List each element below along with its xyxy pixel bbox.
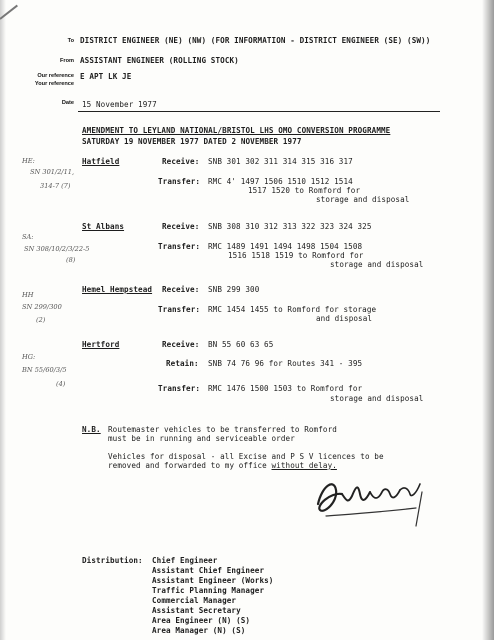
distribution-item: Assistant Chief Engineer bbox=[152, 566, 265, 575]
distribution-item: Area Manager (N) (S) bbox=[152, 626, 246, 635]
retain-vehicles: SNB 74 76 96 for Routes 341 - 395 bbox=[208, 359, 363, 368]
handwritten-signature bbox=[312, 470, 432, 530]
distribution-label: Distribution: bbox=[82, 556, 143, 565]
retain-label: Retain: bbox=[166, 359, 199, 368]
subject-line-1: AMENDMENT TO LEYLAND NATIONAL/BRISTOL LHS OMO CONVERSION PROGRAMME bbox=[82, 126, 391, 135]
receive-label: Receive: bbox=[162, 222, 200, 231]
receive-vehicles: BN 55 60 63 65 bbox=[208, 340, 274, 349]
distribution-item: Commercial Manager bbox=[152, 596, 237, 605]
receive-vehicles: SNB 299 300 bbox=[208, 285, 260, 294]
nb-line: Routemaster vehicles to be transferred to Romford bbox=[108, 425, 337, 434]
receive-label: Receive: bbox=[162, 285, 200, 294]
nb-line-text: removed and forwarded to my office bbox=[108, 461, 272, 470]
date-field: 15 November 1977 bbox=[82, 100, 157, 109]
distribution-item: Area Engineer (N) (S) bbox=[152, 616, 251, 625]
transfer-destination: storage and disposal bbox=[330, 394, 424, 403]
transfer-label: Transfer: bbox=[158, 177, 201, 186]
margin-note: HH bbox=[22, 291, 34, 299]
margin-note: BN 55/60/3/5 bbox=[22, 366, 67, 374]
page-shadow-right bbox=[482, 0, 494, 640]
receive-label: Receive: bbox=[162, 157, 200, 166]
garage-name: St Albans bbox=[82, 222, 125, 231]
to-label: To bbox=[67, 38, 74, 44]
margin-note: HE: bbox=[22, 157, 35, 165]
transfer-label: Transfer: bbox=[158, 384, 201, 393]
to-field: DISTRICT ENGINEER (NE) (NW) (FOR INFORMATION - DISTRICT ENGINEER (SE) (SW)) bbox=[80, 36, 431, 45]
margin-note: HG: bbox=[22, 353, 36, 361]
nb-line bbox=[108, 461, 337, 470]
transfer-vehicles: RMC 1476 1500 1503 to Romford for bbox=[208, 384, 363, 393]
distribution-item: Assistant Secretary bbox=[152, 606, 241, 615]
transfer-label: Transfer: bbox=[158, 305, 201, 314]
transfer-vehicles: 1517 1520 to Romford for bbox=[248, 186, 361, 195]
our-reference-field: E APT LK JE bbox=[80, 72, 132, 81]
margin-note: (4) bbox=[56, 380, 66, 388]
margin-note: 314-7 (7) bbox=[40, 182, 71, 190]
garage-name: Hatfield bbox=[82, 157, 120, 166]
distribution-item: Traffic Planning Manager bbox=[152, 586, 265, 595]
date-label: Date bbox=[61, 100, 74, 106]
subject-line-2: SATURDAY 19 NOVEMBER 1977 DATED 2 NOVEMBER 1977 bbox=[82, 137, 302, 146]
margin-note: SN 301/2/11, bbox=[30, 168, 75, 176]
margin-note: SA: bbox=[22, 233, 34, 241]
transfer-vehicles: RMC 1454 1455 to Romford for storage bbox=[208, 305, 377, 314]
header-rule bbox=[78, 111, 440, 112]
margin-note: (2) bbox=[36, 316, 46, 324]
distribution-item: Chief Engineer bbox=[152, 556, 218, 565]
nb-emphasis: without delay. bbox=[271, 461, 337, 470]
page-shadow-left bbox=[0, 0, 6, 640]
nb-line: Vehicles for disposal - all Excise and P S V licences to be bbox=[108, 452, 384, 461]
transfer-vehicles: RMC 4' 1497 1506 1510 1512 1514 bbox=[208, 177, 353, 186]
receive-vehicles: SNB 301 302 311 314 315 316 317 bbox=[208, 157, 353, 166]
margin-note: (8) bbox=[66, 256, 76, 264]
receive-label: Receive: bbox=[162, 340, 200, 349]
margin-note: SN 299/300 bbox=[22, 303, 62, 311]
receive-vehicles: SNB 308 310 312 313 322 323 324 325 bbox=[208, 222, 372, 231]
your-reference-label: Your reference bbox=[34, 81, 74, 87]
distribution-item: Assistant Engineer (Works) bbox=[152, 576, 274, 585]
from-label: From bbox=[60, 58, 74, 64]
from-field: ASSISTANT ENGINEER (ROLLING STOCK) bbox=[80, 56, 239, 65]
garage-name: Hemel Hempstead bbox=[82, 285, 153, 294]
transfer-destination: and disposal bbox=[316, 314, 373, 323]
transfer-destination: storage and disposal bbox=[330, 260, 424, 269]
margin-note: SN 308/10/2/3/22-5 bbox=[24, 245, 90, 253]
nb-label: N.B. bbox=[82, 425, 101, 434]
nb-line: must be in running and serviceable order bbox=[108, 434, 295, 443]
transfer-vehicles: RMC 1489 1491 1494 1498 1504 1508 bbox=[208, 242, 363, 251]
transfer-label: Transfer: bbox=[158, 242, 201, 251]
transfer-vehicles: 1516 1518 1519 to Romford for bbox=[228, 251, 364, 260]
transfer-destination: storage and disposal bbox=[316, 195, 410, 204]
garage-name: Hertford bbox=[82, 340, 120, 349]
our-reference-label: Our reference bbox=[37, 73, 74, 79]
